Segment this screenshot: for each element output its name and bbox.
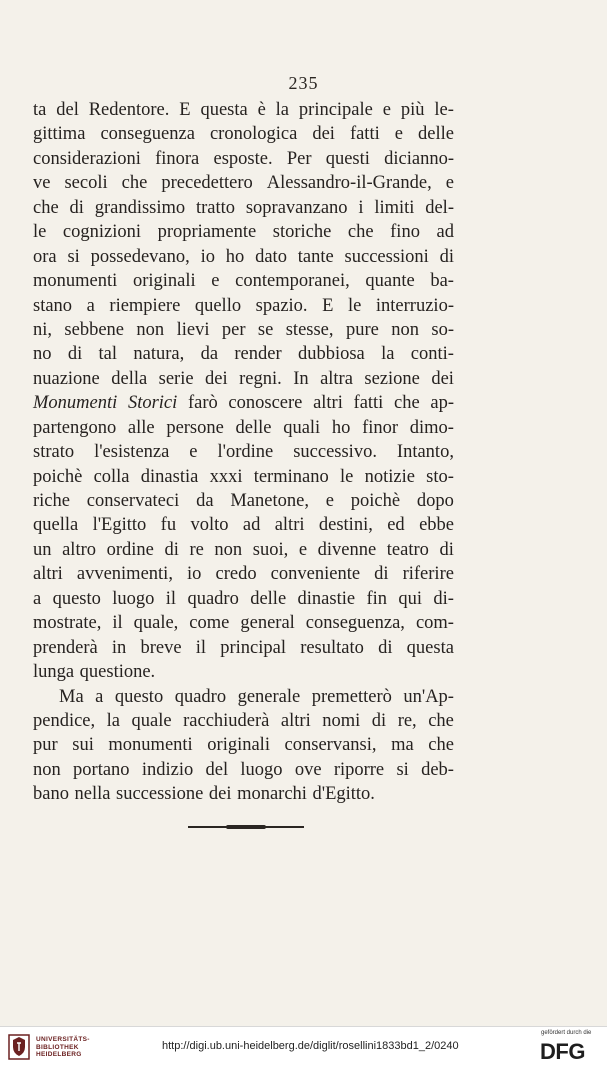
word: precedettero <box>161 173 253 194</box>
word: la <box>106 710 121 731</box>
word: avvenimenti, <box>76 564 173 585</box>
word: ni, <box>33 319 53 340</box>
word: le <box>33 222 47 243</box>
word: da <box>196 491 214 511</box>
word: di <box>164 539 179 560</box>
word: questo <box>52 588 101 609</box>
word: questo <box>114 686 164 707</box>
word: pendice, <box>33 710 96 731</box>
page-number: 235 <box>288 73 319 93</box>
word: esposte. <box>213 148 273 169</box>
word: che <box>347 222 374 243</box>
word: non <box>33 759 61 780</box>
word: di <box>378 637 393 658</box>
word: divenne <box>317 539 377 560</box>
word: l'esistenza <box>94 442 170 463</box>
word: Monumenti <box>33 393 118 414</box>
word: il <box>112 613 123 634</box>
word: destini, <box>318 515 373 536</box>
word: tante <box>297 246 334 267</box>
word: delle <box>235 417 272 438</box>
word: altra <box>320 368 353 389</box>
word: so- <box>431 319 454 340</box>
word: fin <box>366 588 388 609</box>
word: questa <box>200 100 248 120</box>
word: riempiere <box>109 295 181 316</box>
word: e <box>325 491 334 511</box>
text-line <box>33 171 454 195</box>
word: dei <box>431 368 454 389</box>
word: credo <box>215 564 257 585</box>
word: ho <box>225 246 245 267</box>
word: dubbiosa <box>297 344 365 365</box>
word: da <box>200 344 219 365</box>
word: si <box>396 759 409 780</box>
word: io <box>200 246 215 267</box>
word: stano <box>33 295 73 316</box>
word: che <box>394 393 420 414</box>
word: alle <box>127 417 155 438</box>
word: com- <box>415 613 454 634</box>
source-url-link[interactable]: http://digi.ub.uni-heidelberg.de/diglit/rosellini1833bd1_2/0240 <box>162 1040 459 1052</box>
text-line <box>33 196 454 220</box>
word: quadro <box>187 588 239 609</box>
word: conseguenza, <box>305 613 405 634</box>
word: di <box>371 710 387 731</box>
word: conseguenza <box>100 124 195 145</box>
word: ta <box>33 100 47 120</box>
word: colla <box>93 466 130 487</box>
word: finora <box>155 148 200 169</box>
word: che <box>428 735 454 756</box>
library-name-line-2: BIBLIOTHEK <box>36 1043 79 1051</box>
word: non <box>136 319 165 340</box>
text-line <box>33 538 454 562</box>
word: nomi <box>322 710 361 731</box>
word: questa <box>406 637 454 658</box>
word: le <box>347 295 362 316</box>
word: ad <box>242 515 261 536</box>
word: è <box>257 100 266 120</box>
word: questi <box>325 148 370 169</box>
word: fatti <box>349 124 380 145</box>
word: e <box>211 271 220 292</box>
word: dicianno- <box>384 148 454 169</box>
word: in <box>111 637 127 658</box>
word: riferire <box>402 564 454 585</box>
word: conoscere <box>228 393 303 414</box>
word: il <box>165 588 177 609</box>
word: persone <box>166 417 224 438</box>
word: altri <box>313 393 343 414</box>
word: regni. <box>239 368 282 389</box>
text-line <box>33 367 454 391</box>
word: dimo- <box>409 417 454 438</box>
word: prenderà <box>33 637 98 658</box>
word: contemporanei, <box>235 271 350 292</box>
word: stesse, <box>285 319 334 340</box>
word: delle <box>250 588 287 609</box>
word: e <box>298 539 308 560</box>
word: conservansi, <box>284 735 377 756</box>
word: xxxi <box>209 466 243 487</box>
word: altri <box>274 515 305 536</box>
word: volto <box>190 515 229 536</box>
text-line <box>33 220 454 244</box>
word: poichè <box>350 491 401 511</box>
word: e <box>382 100 391 120</box>
word: a <box>95 686 104 707</box>
word: ap- <box>430 393 454 414</box>
word: della <box>111 368 148 389</box>
word: portano <box>73 759 130 780</box>
word: tratto <box>195 197 236 218</box>
word: che <box>33 197 59 218</box>
word: ed <box>387 515 405 536</box>
word: ho <box>331 417 351 438</box>
word: questione. <box>79 662 156 683</box>
word: si <box>67 246 80 267</box>
word: di <box>67 344 83 365</box>
word: non <box>214 539 243 560</box>
text-line <box>33 269 454 293</box>
word: successioni <box>344 246 429 267</box>
word: d'Egitto. <box>312 784 375 805</box>
body-text <box>33 98 454 807</box>
library-name <box>36 1036 90 1059</box>
word: strato <box>33 442 75 463</box>
word: principal <box>220 637 286 658</box>
library-name-line-1: UNIVERSITÄTS- <box>36 1036 90 1043</box>
word: Redentore. <box>88 100 170 120</box>
word: e <box>445 173 454 194</box>
word: teatro <box>386 539 429 560</box>
word: spazio. <box>255 295 308 316</box>
word: quadro <box>174 686 227 707</box>
text-line <box>33 245 454 269</box>
word: l'ordine <box>217 442 274 463</box>
word: quello <box>194 295 242 316</box>
word: monarchi <box>237 784 307 805</box>
word: suoi, <box>252 539 289 560</box>
word: ad <box>436 222 454 243</box>
text-line <box>33 98 454 122</box>
text-line <box>33 342 454 366</box>
word: nella <box>74 784 111 805</box>
word: pure <box>345 319 379 340</box>
word: Alessandro-il-Grande, <box>266 173 432 194</box>
word: ma <box>391 735 414 756</box>
word: notizie <box>364 466 415 487</box>
text-line <box>33 660 454 684</box>
word: quella <box>33 515 79 536</box>
word: conservateci <box>86 491 180 511</box>
word: del <box>56 100 79 120</box>
university-seal-icon <box>8 1034 30 1060</box>
word: premetterò <box>311 686 392 707</box>
word: fino <box>390 222 420 243</box>
word: bano <box>33 784 69 805</box>
word: successivo. <box>293 442 377 463</box>
word: dinastie <box>297 588 356 609</box>
word: ve <box>33 173 51 194</box>
text-line <box>33 318 454 342</box>
word: farò <box>187 393 218 414</box>
text-line <box>33 416 454 440</box>
text-line <box>33 782 454 806</box>
word: mostrate, <box>33 613 102 634</box>
text-line <box>33 489 454 513</box>
word: successione <box>116 784 204 805</box>
word: Storici <box>127 393 178 414</box>
word: natura, <box>133 344 185 365</box>
word: luogo <box>240 759 283 780</box>
word: ove <box>294 759 322 780</box>
word: un'Ap- <box>403 686 454 707</box>
word: dei <box>312 124 335 145</box>
word: le- <box>434 100 454 120</box>
word: ora <box>33 246 57 267</box>
text-line <box>33 294 454 318</box>
word: le <box>339 466 354 487</box>
word: monumenti <box>108 735 193 756</box>
digitization-footer <box>0 1026 607 1068</box>
word: per <box>221 319 246 340</box>
word: delle <box>417 124 454 145</box>
word: più <box>400 100 425 120</box>
word: poichè <box>33 466 83 487</box>
word: Per <box>286 148 312 169</box>
word: dopo <box>416 491 454 511</box>
text-line <box>33 513 454 537</box>
word: partengono <box>33 417 117 438</box>
word: interruzio- <box>375 295 454 316</box>
word: resultato <box>300 637 364 658</box>
word: se <box>257 319 274 340</box>
word: originali <box>207 735 270 756</box>
word: la <box>275 100 290 120</box>
word: quale <box>131 710 172 731</box>
word: dei <box>208 784 232 805</box>
word: e <box>189 442 198 463</box>
word: ba- <box>430 271 454 292</box>
word: e <box>394 124 403 145</box>
text-line <box>33 465 454 489</box>
library-name-line-3: HEIDELBERG <box>36 1051 82 1058</box>
word: il <box>195 637 207 658</box>
word: sopravanzano <box>245 197 348 218</box>
word: a <box>86 295 95 316</box>
word: sui <box>72 735 94 756</box>
word: altro <box>62 539 96 560</box>
word: serie <box>158 368 194 389</box>
word: altri <box>280 710 311 731</box>
funded-by-label: gefördert durch die <box>541 1030 592 1036</box>
word: un <box>33 539 52 560</box>
word: sebbene <box>64 319 125 340</box>
word: non <box>391 319 419 340</box>
word: quale, <box>133 613 179 634</box>
word: sezione <box>364 368 420 389</box>
word: tal <box>98 344 118 365</box>
word: dei <box>205 368 228 389</box>
word: del- <box>425 197 454 218</box>
word: luogo <box>112 588 155 609</box>
word: che <box>428 710 454 731</box>
word: Ma <box>59 686 84 707</box>
text-line <box>33 562 454 586</box>
word: io <box>187 564 202 585</box>
word: nuazione <box>33 368 100 389</box>
word: lievi <box>176 319 210 340</box>
word: propriamente <box>157 222 257 243</box>
word: breve <box>140 637 182 658</box>
word: cronologica <box>209 124 298 145</box>
word: quante <box>365 271 415 292</box>
word: di <box>439 246 454 267</box>
word: sto- <box>426 466 454 487</box>
word: qui <box>398 588 423 609</box>
word: possedevano, <box>90 246 190 267</box>
word: no <box>33 344 52 365</box>
word: lunga <box>33 662 75 683</box>
text-line <box>33 440 454 464</box>
word: fatti <box>353 393 384 414</box>
word: ebbe <box>419 515 454 536</box>
word: di <box>439 539 454 560</box>
word: limiti <box>374 197 415 218</box>
text-line <box>33 709 454 733</box>
word: riporre <box>333 759 385 780</box>
word: considerazioni <box>33 148 141 169</box>
word: di <box>374 564 389 585</box>
word: conti- <box>410 344 454 365</box>
word: E <box>179 100 191 120</box>
text-line <box>33 758 454 782</box>
dfg-logo: DFG <box>540 1039 585 1064</box>
text-line <box>33 685 454 709</box>
text-line <box>33 611 454 635</box>
word: principale <box>298 100 373 120</box>
text-line <box>33 391 454 415</box>
word: monumenti <box>33 271 118 292</box>
word: racchiuderà <box>183 710 270 731</box>
word: a <box>33 588 42 609</box>
word: secoli <box>64 173 108 194</box>
word: Intanto, <box>396 442 454 463</box>
word: finor <box>362 417 399 438</box>
word: gittima <box>33 124 86 145</box>
word: riche <box>33 491 70 511</box>
word: dinastia <box>140 466 199 487</box>
word: ordine <box>106 539 154 560</box>
word: la <box>381 344 395 365</box>
word: deb- <box>421 759 454 780</box>
word: general <box>240 613 295 634</box>
word: l'Egitto <box>92 515 147 536</box>
word: i <box>358 197 364 218</box>
word: quali <box>283 417 321 438</box>
word: del <box>205 759 229 780</box>
word: grandissimo <box>94 197 186 218</box>
word: cognizioni <box>62 222 142 243</box>
text-line <box>33 733 454 757</box>
word: render <box>234 344 282 365</box>
word: storiche <box>272 222 332 243</box>
text-line <box>33 587 454 611</box>
end-rule-divider <box>188 826 304 828</box>
text-line <box>33 147 454 171</box>
word: re <box>189 539 204 560</box>
word: generale <box>237 686 301 707</box>
word: conveniente <box>270 564 361 585</box>
word: come <box>189 613 230 634</box>
word: altri <box>33 564 63 585</box>
word: che <box>121 173 148 194</box>
word: di- <box>433 588 454 609</box>
word: fu <box>160 515 177 536</box>
word: originali <box>132 271 196 292</box>
word: E <box>322 295 334 316</box>
word: di <box>69 197 84 218</box>
word: In <box>293 368 309 389</box>
word: dato <box>255 246 287 267</box>
word: Manetone, <box>230 491 309 511</box>
text-line <box>33 636 454 660</box>
word: terminano <box>253 466 329 487</box>
word: re, <box>397 710 417 731</box>
word: indizio <box>141 759 194 780</box>
word: pur <box>33 735 58 756</box>
text-line <box>33 122 454 146</box>
